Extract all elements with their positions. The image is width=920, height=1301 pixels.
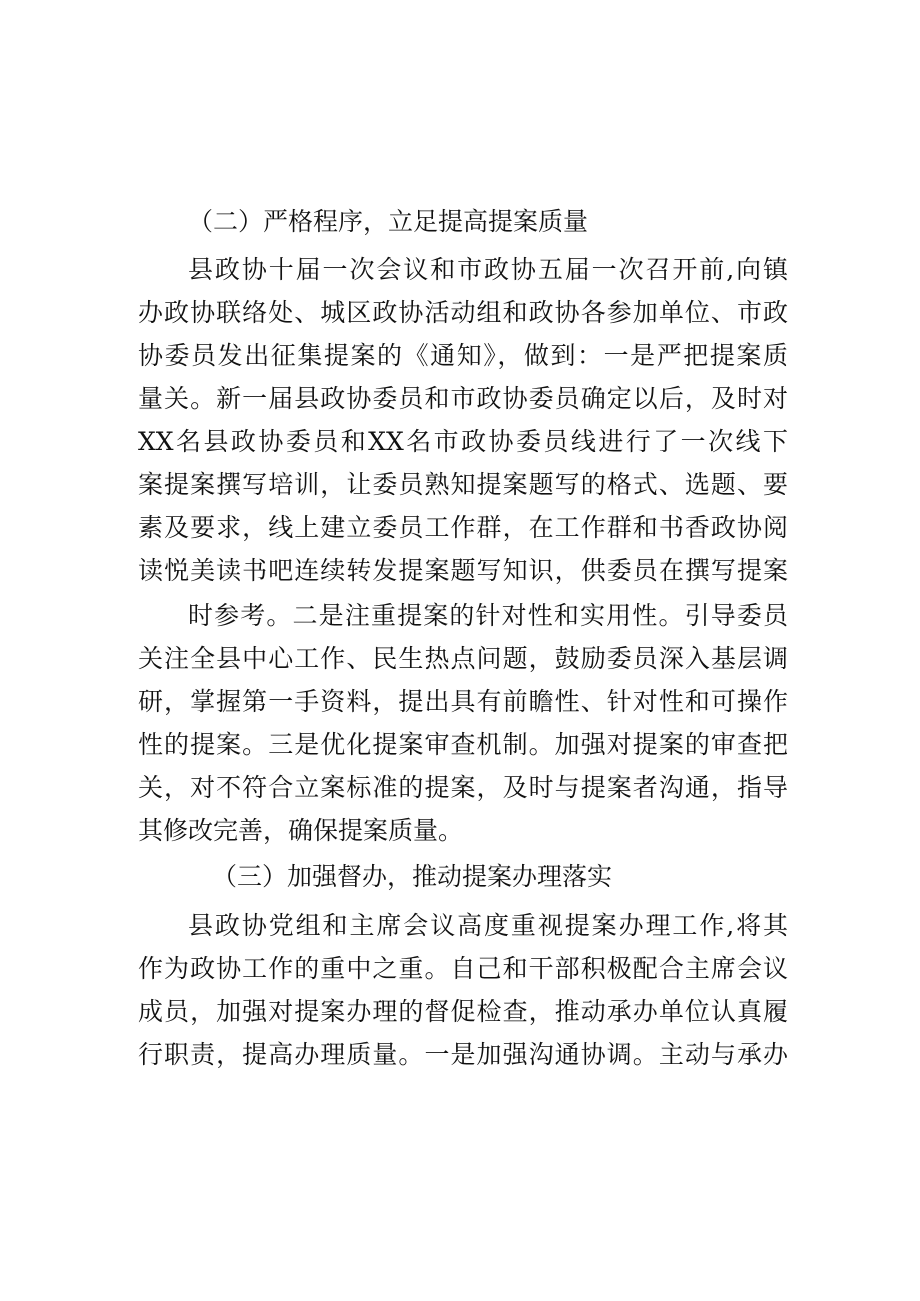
- paragraph-line: 读悦美读书吧连续转发提案题写知识，供委员在撰写提案: [138, 556, 788, 585]
- paragraph-line: 县政协党组和主席会议高度重视提案办理工作,将其: [188, 911, 788, 940]
- paragraph-line: 办政协联络处、城区政协活动组和政协各参加单位、市政: [138, 298, 788, 327]
- paragraph-line: 性的提案。三是优化提案审查机制。加强对提案的审查把: [138, 730, 788, 759]
- paragraph-line: 关，对不符合立案标准的提案，及时与提案者沟通，指导: [138, 773, 788, 802]
- paragraph-line: 关注全县中心工作、民生热点问题，鼓励委员深入基层调: [138, 644, 788, 673]
- paragraph-line: 素及要求，线上建立委员工作群，在工作群和书香政协阅: [138, 513, 788, 542]
- paragraph-line: 时参考。二是注重提案的针对性和实用性。引导委员: [188, 601, 788, 630]
- paragraph-line: XX名县政协委员和XX名市政协委员线进行了一次线下: [138, 427, 788, 456]
- section-heading-3: （三）加强督办，推动提案办理落实: [212, 862, 613, 891]
- paragraph-line: 量关。新一届县政协委员和市政协委员确定以后，及时对: [138, 384, 788, 413]
- paragraph-line: 协委员发出征集提案的《通知》，做到：一是严把提案质: [138, 341, 788, 370]
- paragraph-line: 案提案撰写培训，让委员熟知提案题写的格式、选题、要: [138, 470, 788, 499]
- section-heading-2: （二）严格程序，立足提高提案质量: [188, 207, 589, 236]
- paragraph-line: 作为政协工作的重中之重。自己和干部积极配合主席会议: [138, 954, 788, 983]
- paragraph-line: 研，掌握第一手资料，提出具有前瞻性、针对性和可操作: [138, 687, 788, 716]
- paragraph-line: 其修改完善，确保提案质量。: [138, 816, 464, 845]
- paragraph-line: 县政协十届一次会议和市政协五届一次召开前,向镇: [188, 255, 788, 284]
- paragraph-line: 行职责，提高办理质量。一是加强沟通协调。主动与承办: [138, 1040, 788, 1069]
- paragraph-line: 成员，加强对提案办理的督促检查，推动承办单位认真履: [138, 997, 788, 1026]
